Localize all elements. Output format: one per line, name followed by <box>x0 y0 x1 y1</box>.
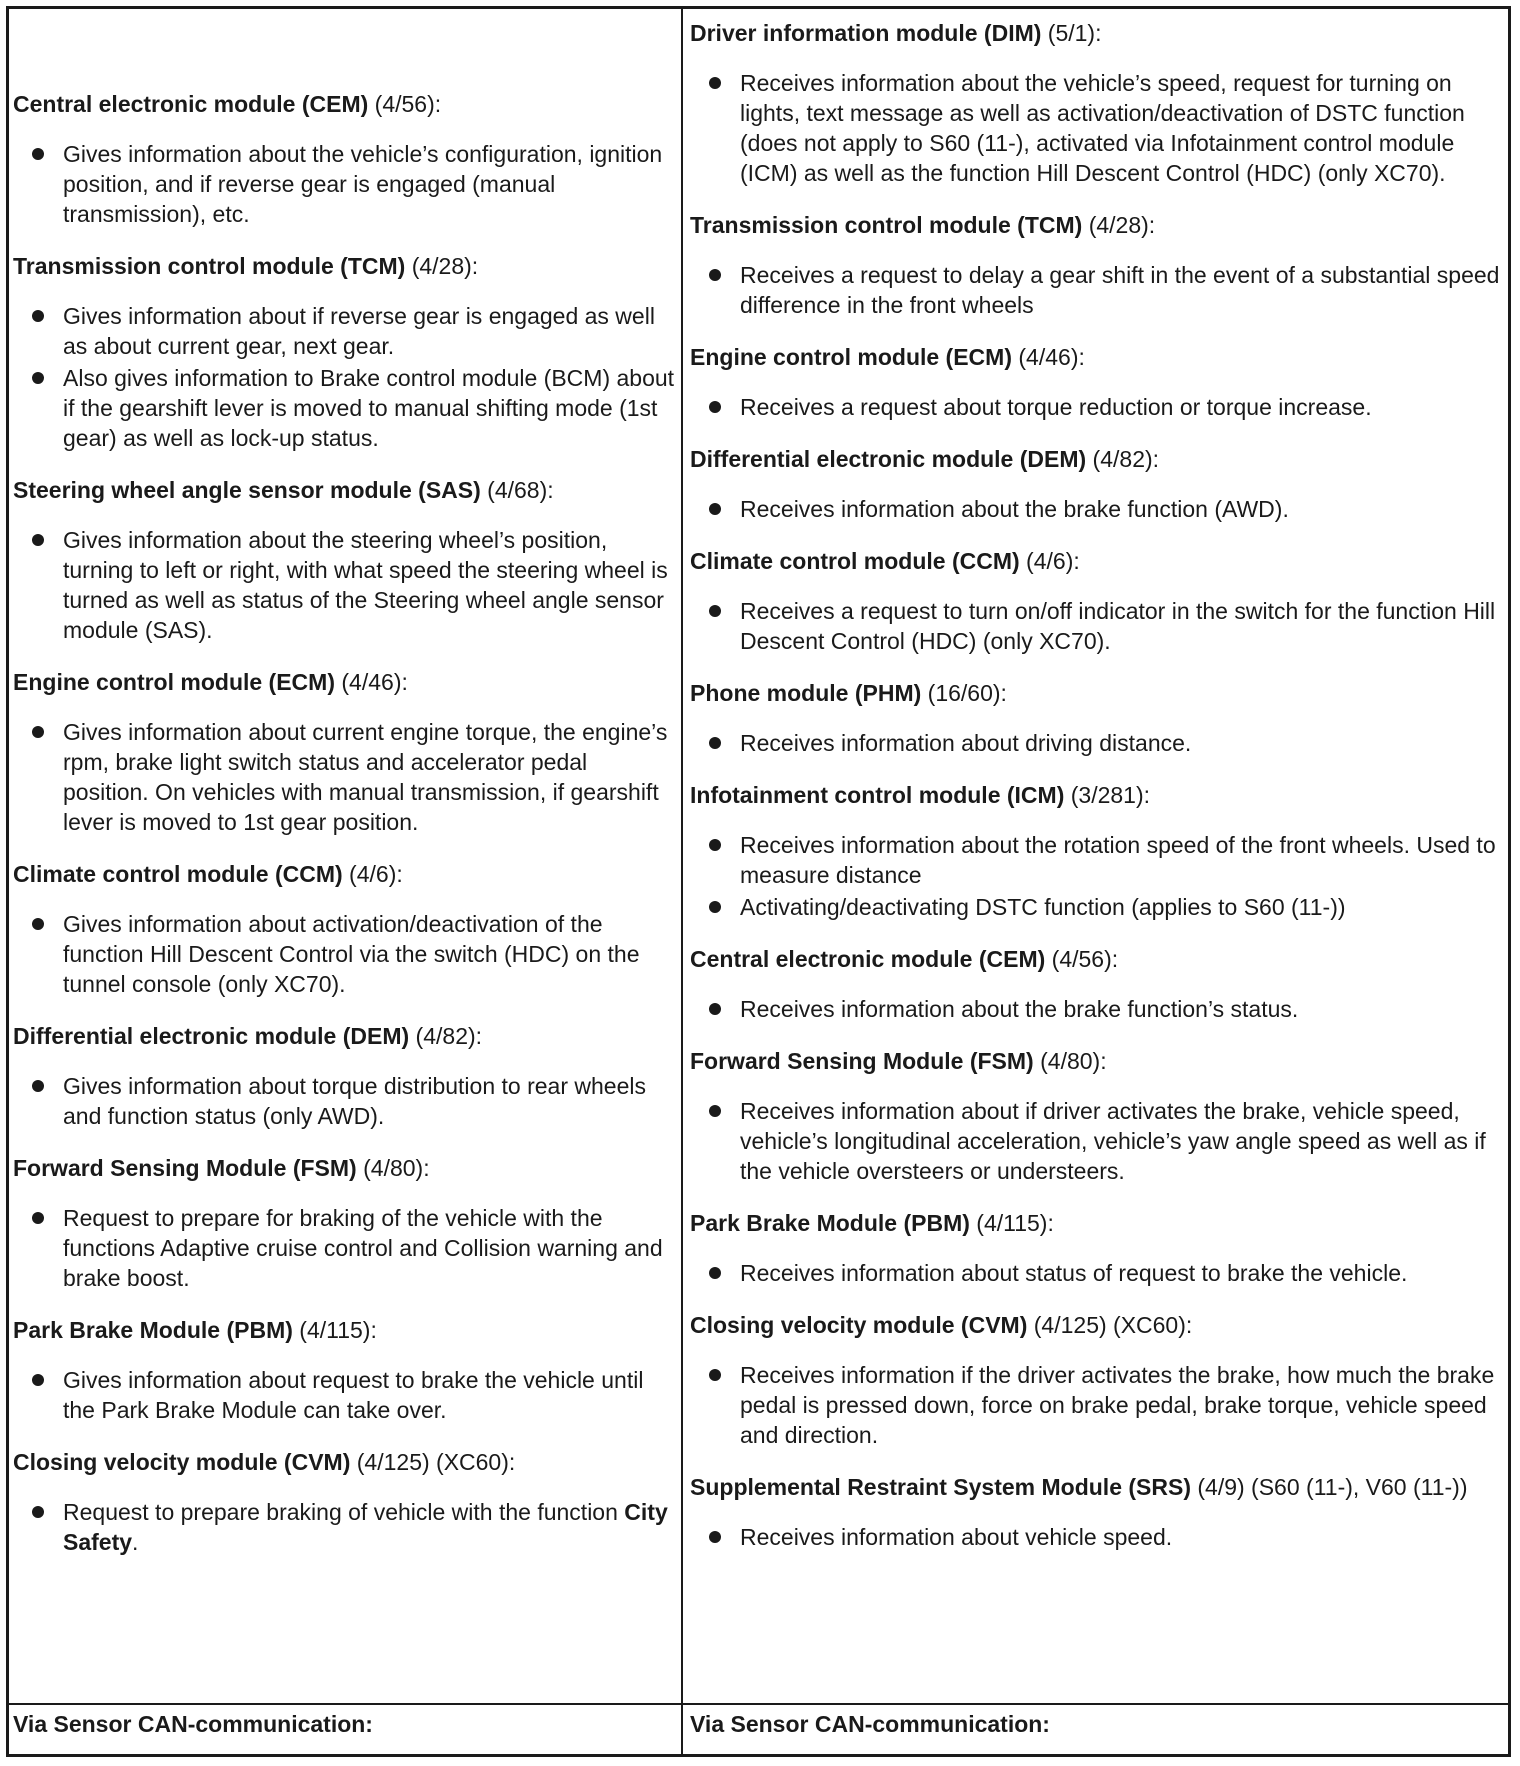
module-name: Infotainment control module (ICM) <box>690 782 1065 808</box>
module-section <box>13 1021 675 1131</box>
bullet-item: Receives information about the brake function (AWD). <box>690 494 1506 524</box>
bullet-item: Gives information about torque distribution to rear wheels and function status (only AWD). <box>13 1071 675 1131</box>
module-section <box>13 667 675 837</box>
module-name: Differential electronic module (DEM) <box>690 446 1087 472</box>
module-heading <box>690 944 1506 974</box>
module-heading <box>690 18 1506 48</box>
module-name: Steering wheel angle sensor module (SAS) <box>13 477 481 503</box>
bullet-list <box>13 1497 675 1557</box>
module-heading <box>13 1021 675 1051</box>
footer-left-label: Via Sensor CAN-communication: <box>13 1711 373 1737</box>
module-heading <box>690 780 1506 810</box>
bullet-list <box>690 728 1506 758</box>
bullet-list <box>13 909 675 999</box>
module-ref: (4/56): <box>1045 946 1119 972</box>
module-heading <box>13 251 675 281</box>
bullet-item: Gives information about the vehicle’s configuration, ignition position, and if reverse gear is engaged (manual transmission), etc. <box>13 139 675 229</box>
module-name: Engine control module (ECM) <box>13 669 335 695</box>
bullet-list <box>690 1258 1506 1288</box>
module-heading <box>13 1153 675 1183</box>
bullet-item: Receives information about vehicle speed. <box>690 1522 1506 1552</box>
module-name: Forward Sensing Module (FSM) <box>13 1155 357 1181</box>
bullet-list <box>690 1522 1506 1552</box>
module-heading <box>13 1447 675 1477</box>
module-section <box>13 859 675 999</box>
bullet-item: Receives information if the driver activates the brake, how much the brake pedal is pressed down, force on brake pedal, brake torque, vehicle speed and direction. <box>690 1360 1506 1450</box>
module-heading <box>690 444 1506 474</box>
bullet-item: Receives information about if driver activates the brake, vehicle speed, vehicle’s longitudinal acceleration, vehicle’s yaw angle speed as well as if the vehicle oversteers or understeers. <box>690 1096 1506 1186</box>
module-section <box>690 18 1506 188</box>
bullet-list <box>13 717 675 837</box>
bullet-list <box>690 596 1506 656</box>
module-section <box>690 1310 1506 1450</box>
module-name: Transmission control module (TCM) <box>13 253 406 279</box>
bullet-item: Receives information about driving distance. <box>690 728 1506 758</box>
bullet-item: Receives information about the brake function’s status. <box>690 994 1506 1024</box>
footer-divider <box>9 1703 1508 1705</box>
bullet-item: Gives information about current engine torque, the engine’s rpm, brake light switch status and accelerator pedal position. On vehicles with manual transmission, if gearshift lever is moved to 1st gear position. <box>13 717 675 837</box>
bullet-item: Also gives information to Brake control module (BCM) about if the gearshift lever is moved to manual shifting mode (1st gear) as well as lock-up status. <box>13 363 675 453</box>
module-heading <box>690 1208 1506 1238</box>
module-section <box>690 444 1506 524</box>
module-name: Central electronic module (CEM) <box>690 946 1046 972</box>
module-ref: (4/68): <box>480 477 554 503</box>
module-name: Phone module (PHM) <box>690 680 922 706</box>
module-ref: (4/46): <box>1012 344 1085 370</box>
bullet-item: Gives information about request to brake the vehicle until the Park Brake Module can take over. <box>13 1365 675 1425</box>
module-section <box>13 89 675 229</box>
module-section <box>690 1046 1506 1186</box>
module-name: Forward Sensing Module (FSM) <box>690 1048 1034 1074</box>
bullet-bold-text: City Safety <box>63 1499 668 1555</box>
bullet-item: Receives a request to turn on/off indicator in the switch for the function Hill Descent Control (HDC) (only XC70). <box>690 596 1506 656</box>
module-ref: (4/125) (XC60): <box>1027 1312 1193 1338</box>
bullet-list <box>13 139 675 229</box>
module-section <box>13 475 675 645</box>
module-name: Closing velocity module (CVM) <box>13 1449 351 1475</box>
module-ref: (4/80): <box>1033 1048 1107 1074</box>
bullet-list <box>690 494 1506 524</box>
module-name: Climate control module (CCM) <box>690 548 1020 574</box>
column-divider <box>681 9 683 1754</box>
module-heading <box>13 667 675 697</box>
module-heading <box>13 859 675 889</box>
module-ref: (4/80): <box>356 1155 430 1181</box>
module-name: Closing velocity module (CVM) <box>690 1312 1028 1338</box>
bullet-list <box>13 1071 675 1131</box>
bullet-text: Request to prepare braking of vehicle with the function <box>63 1499 625 1525</box>
module-heading <box>690 342 1506 372</box>
bullet-item: Receives a request to delay a gear shift in the event of a substantial speed difference in the front wheels <box>690 260 1506 320</box>
module-name: Differential electronic module (DEM) <box>13 1023 410 1049</box>
module-name: Park Brake Module (PBM) <box>13 1317 293 1343</box>
module-section <box>13 251 675 453</box>
module-heading <box>690 210 1506 240</box>
module-section <box>690 342 1506 422</box>
module-heading <box>690 546 1506 576</box>
module-ref: (4/6): <box>1019 548 1080 574</box>
bullet-list <box>690 1360 1506 1450</box>
module-ref: (3/281): <box>1064 782 1151 808</box>
module-heading <box>13 475 675 505</box>
module-name: Driver information module (DIM) <box>690 20 1042 46</box>
module-section <box>690 678 1506 758</box>
module-name: Park Brake Module (PBM) <box>690 1210 970 1236</box>
module-heading <box>690 678 1506 708</box>
module-ref: (4/115): <box>969 1210 1054 1236</box>
module-section <box>690 210 1506 320</box>
bullet-list <box>13 1203 675 1293</box>
bullet-list <box>690 830 1506 922</box>
module-heading <box>690 1310 1506 1340</box>
bullet-list <box>690 1096 1506 1186</box>
module-section <box>13 1315 675 1425</box>
module-section <box>13 1447 675 1477</box>
bullet-item: Gives information about the steering wheel’s position, turning to left or right, with what speed the steering wheel is turned as well as status of the Steering wheel angle sensor module (SAS). <box>13 525 675 645</box>
module-ref: (4/28): <box>405 253 479 279</box>
module-ref: (4/28): <box>1082 212 1156 238</box>
right-column <box>690 18 1506 1574</box>
module-section <box>690 546 1506 656</box>
module-ref: (5/1): <box>1041 20 1102 46</box>
bullet-item: Receives information about the rotation speed of the front wheels. Used to measure distance <box>690 830 1506 890</box>
module-section <box>690 1208 1506 1288</box>
module-ref: (4/125) (XC60): <box>350 1449 516 1475</box>
module-heading <box>13 89 675 119</box>
left-column <box>13 89 675 1559</box>
module-ref: (16/60): <box>921 680 1007 706</box>
module-name: Supplemental Restraint System Module (SRS) <box>690 1474 1191 1500</box>
module-ref: (4/56): <box>368 91 442 117</box>
module-section <box>690 780 1506 922</box>
bullet-item: Receives information about the vehicle’s speed, request for turning on lights, text message as well as activation/deactivation of DSTC function (does not apply to S60 (11-), activated via Infotainment control module (ICM) as well as the function Hill Descent Control (HDC) (only XC70). <box>690 68 1506 188</box>
module-ref: (4/82): <box>1086 446 1160 472</box>
module-section <box>690 944 1506 1024</box>
bullet-list <box>690 994 1506 1024</box>
module-ref: (4/115): <box>292 1317 377 1343</box>
bullet-item: Gives information about activation/deactivation of the function Hill Descent Control via the switch (HDC) on the tunnel console (only XC70). <box>13 909 675 999</box>
bullet-list <box>690 392 1506 422</box>
bullet-tail: . <box>132 1529 139 1555</box>
module-name: Central electronic module (CEM) <box>13 91 369 117</box>
bullet-item: Activating/deactivating DSTC function (applies to S60 (11-)) <box>690 892 1506 922</box>
module-name: Engine control module (ECM) <box>690 344 1012 370</box>
bullet-item: Receives information about status of request to brake the vehicle. <box>690 1258 1506 1288</box>
bullet-item: Receives a request about torque reduction or torque increase. <box>690 392 1506 422</box>
module-ref: (4/46): <box>335 669 408 695</box>
bullet-list <box>690 68 1506 188</box>
module-section <box>13 1153 675 1293</box>
footer-right-label: Via Sensor CAN-communication: <box>690 1711 1050 1737</box>
module-name: Transmission control module (TCM) <box>690 212 1083 238</box>
module-heading <box>690 1046 1506 1076</box>
bullet-item: Request to prepare for braking of the vehicle with the functions Adaptive cruise control and Collision warning and brake boost. <box>13 1203 675 1293</box>
bullet-list <box>690 260 1506 320</box>
module-ref: (4/82): <box>409 1023 483 1049</box>
module-ref: (4/6): <box>342 861 403 887</box>
bullet-item: Gives information about if reverse gear is engaged as well as about current gear, next gear. <box>13 301 675 361</box>
document-table <box>6 6 1511 1757</box>
bullet-list <box>13 525 675 645</box>
bullet-item <box>13 1497 675 1557</box>
bullet-list <box>13 301 675 453</box>
module-heading <box>690 1472 1506 1502</box>
module-ref: (4/9) (S60 (11-), V60 (11-)) <box>1190 1474 1468 1500</box>
module-heading <box>13 1315 675 1345</box>
module-name: Climate control module (CCM) <box>13 861 343 887</box>
bullet-list <box>13 1365 675 1425</box>
module-section <box>690 1472 1506 1552</box>
